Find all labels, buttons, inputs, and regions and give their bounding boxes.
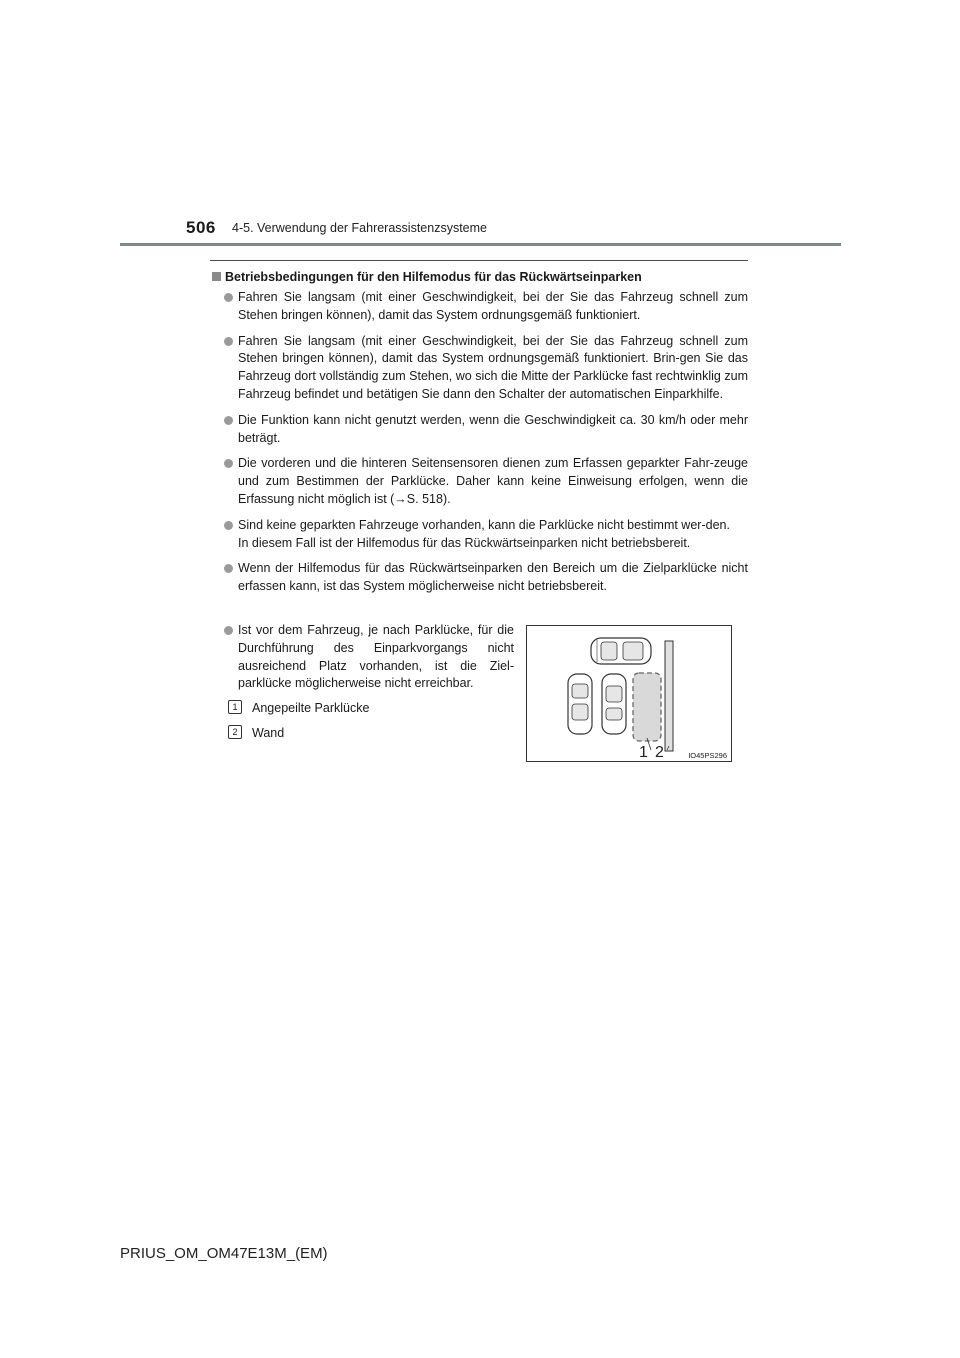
bullet-item xyxy=(224,517,748,553)
callout-2: 2 xyxy=(655,744,664,761)
bullet-dot-icon xyxy=(224,337,233,346)
bullet-text: Fahren Sie langsam (mit einer Geschwindigkeit, bei der Sie das Fahrzeug schnell zum Stehen bringen können), damit das System ordnungsgemäß funktioniert. Brin-gen Sie das Fahrzeug dort vollständig zum Stehen, wo sich die Mitte der Parklücke fast rechtwinklig zum Fahrzeug befindet und betätigen Sie dann den Schalter der automatischen Einparkhilfe. xyxy=(238,333,748,401)
parking-illustration xyxy=(526,625,732,762)
target-space-shape xyxy=(633,673,661,741)
chapter-title: 4-5. Verwendung der Fahrerassistenzsysteme xyxy=(232,221,487,235)
legend-number: 2 xyxy=(228,725,242,739)
bullet-text: Wenn der Hilfemodus für das Rückwärtseinparken den Bereich um die Zielparklücke nicht erfassen kann, ist das System möglicherweise nicht betriebsbereit. xyxy=(238,561,748,594)
bullet-dot-icon xyxy=(224,459,233,468)
legend-text: Angepeilte Parklücke xyxy=(252,701,370,715)
bullet-text: Fahren Sie langsam (mit einer Geschwindigkeit, bei der Sie das Fahrzeug schnell zum Stehen bringen können), damit das System ordnungsgemäß funktioniert. xyxy=(238,290,748,322)
legend-number: 1 xyxy=(228,700,242,714)
figure-code: IO45PS296 xyxy=(688,751,727,760)
bullet-item xyxy=(224,333,748,404)
bullet-item-space-ahead xyxy=(224,622,514,693)
car-top-icon xyxy=(591,638,651,664)
parking-diagram xyxy=(527,626,733,763)
bullet-text: Ist vor dem Fahrzeug, je nach Parklücke, für die Durchführung des Einparkvorgangs nicht ausreichend Platz vorhanden, ist die Ziel-parklücke möglicherweise nicht erreichbar. xyxy=(238,623,514,691)
section-rule xyxy=(210,260,748,261)
bullet-dot-icon xyxy=(224,293,233,302)
bullet-text: Sind keine geparkten Fahrzeuge vorhanden, kann die Parklücke nicht bestimmt wer-den. xyxy=(238,517,730,532)
bullet-text: In diesem Fall ist der Hilfemodus für das Rückwärtseinparken nicht betriebsbereit. xyxy=(238,535,691,550)
bullet-text: Die vorderen und die hinteren Seitensensoren dienen zum Erfassen geparkter Fahr-zeuge und zum Bestimmen der Parklücke. Daher kann keine Einweisung erfolgen, wenn die Erfassung nicht möglich ist (→S. 518). xyxy=(238,456,748,506)
legend-text: Wand xyxy=(252,726,285,740)
header-rule xyxy=(120,243,841,246)
car-left-icon xyxy=(568,674,592,734)
bullet-item xyxy=(224,412,748,448)
document-code: PRIUS_OM_OM47E13M_(EM) xyxy=(120,1245,328,1262)
square-bullet-icon xyxy=(212,272,221,281)
bullet-item xyxy=(224,455,748,508)
bullet-item xyxy=(224,560,748,596)
car-middle-icon xyxy=(602,674,626,734)
bullet-dot-icon xyxy=(224,416,233,425)
callout-1: 1 xyxy=(639,744,648,761)
section-title: Betriebsbedingungen für den Hilfemodus für das Rückwärtseinparken xyxy=(225,270,642,284)
bullet-item xyxy=(224,289,748,325)
bullet-dot-icon xyxy=(224,521,233,530)
bullet-dot-icon xyxy=(224,626,233,635)
section-heading xyxy=(212,268,752,286)
wall-shape xyxy=(665,641,673,751)
page-number: 506 xyxy=(186,218,216,237)
bullet-dot-icon xyxy=(224,564,233,573)
bullet-text: Die Funktion kann nicht genutzt werden, wenn die Geschwindigkeit ca. 30 km/h oder mehr beträgt. xyxy=(238,412,748,445)
bullet-list xyxy=(224,289,748,604)
